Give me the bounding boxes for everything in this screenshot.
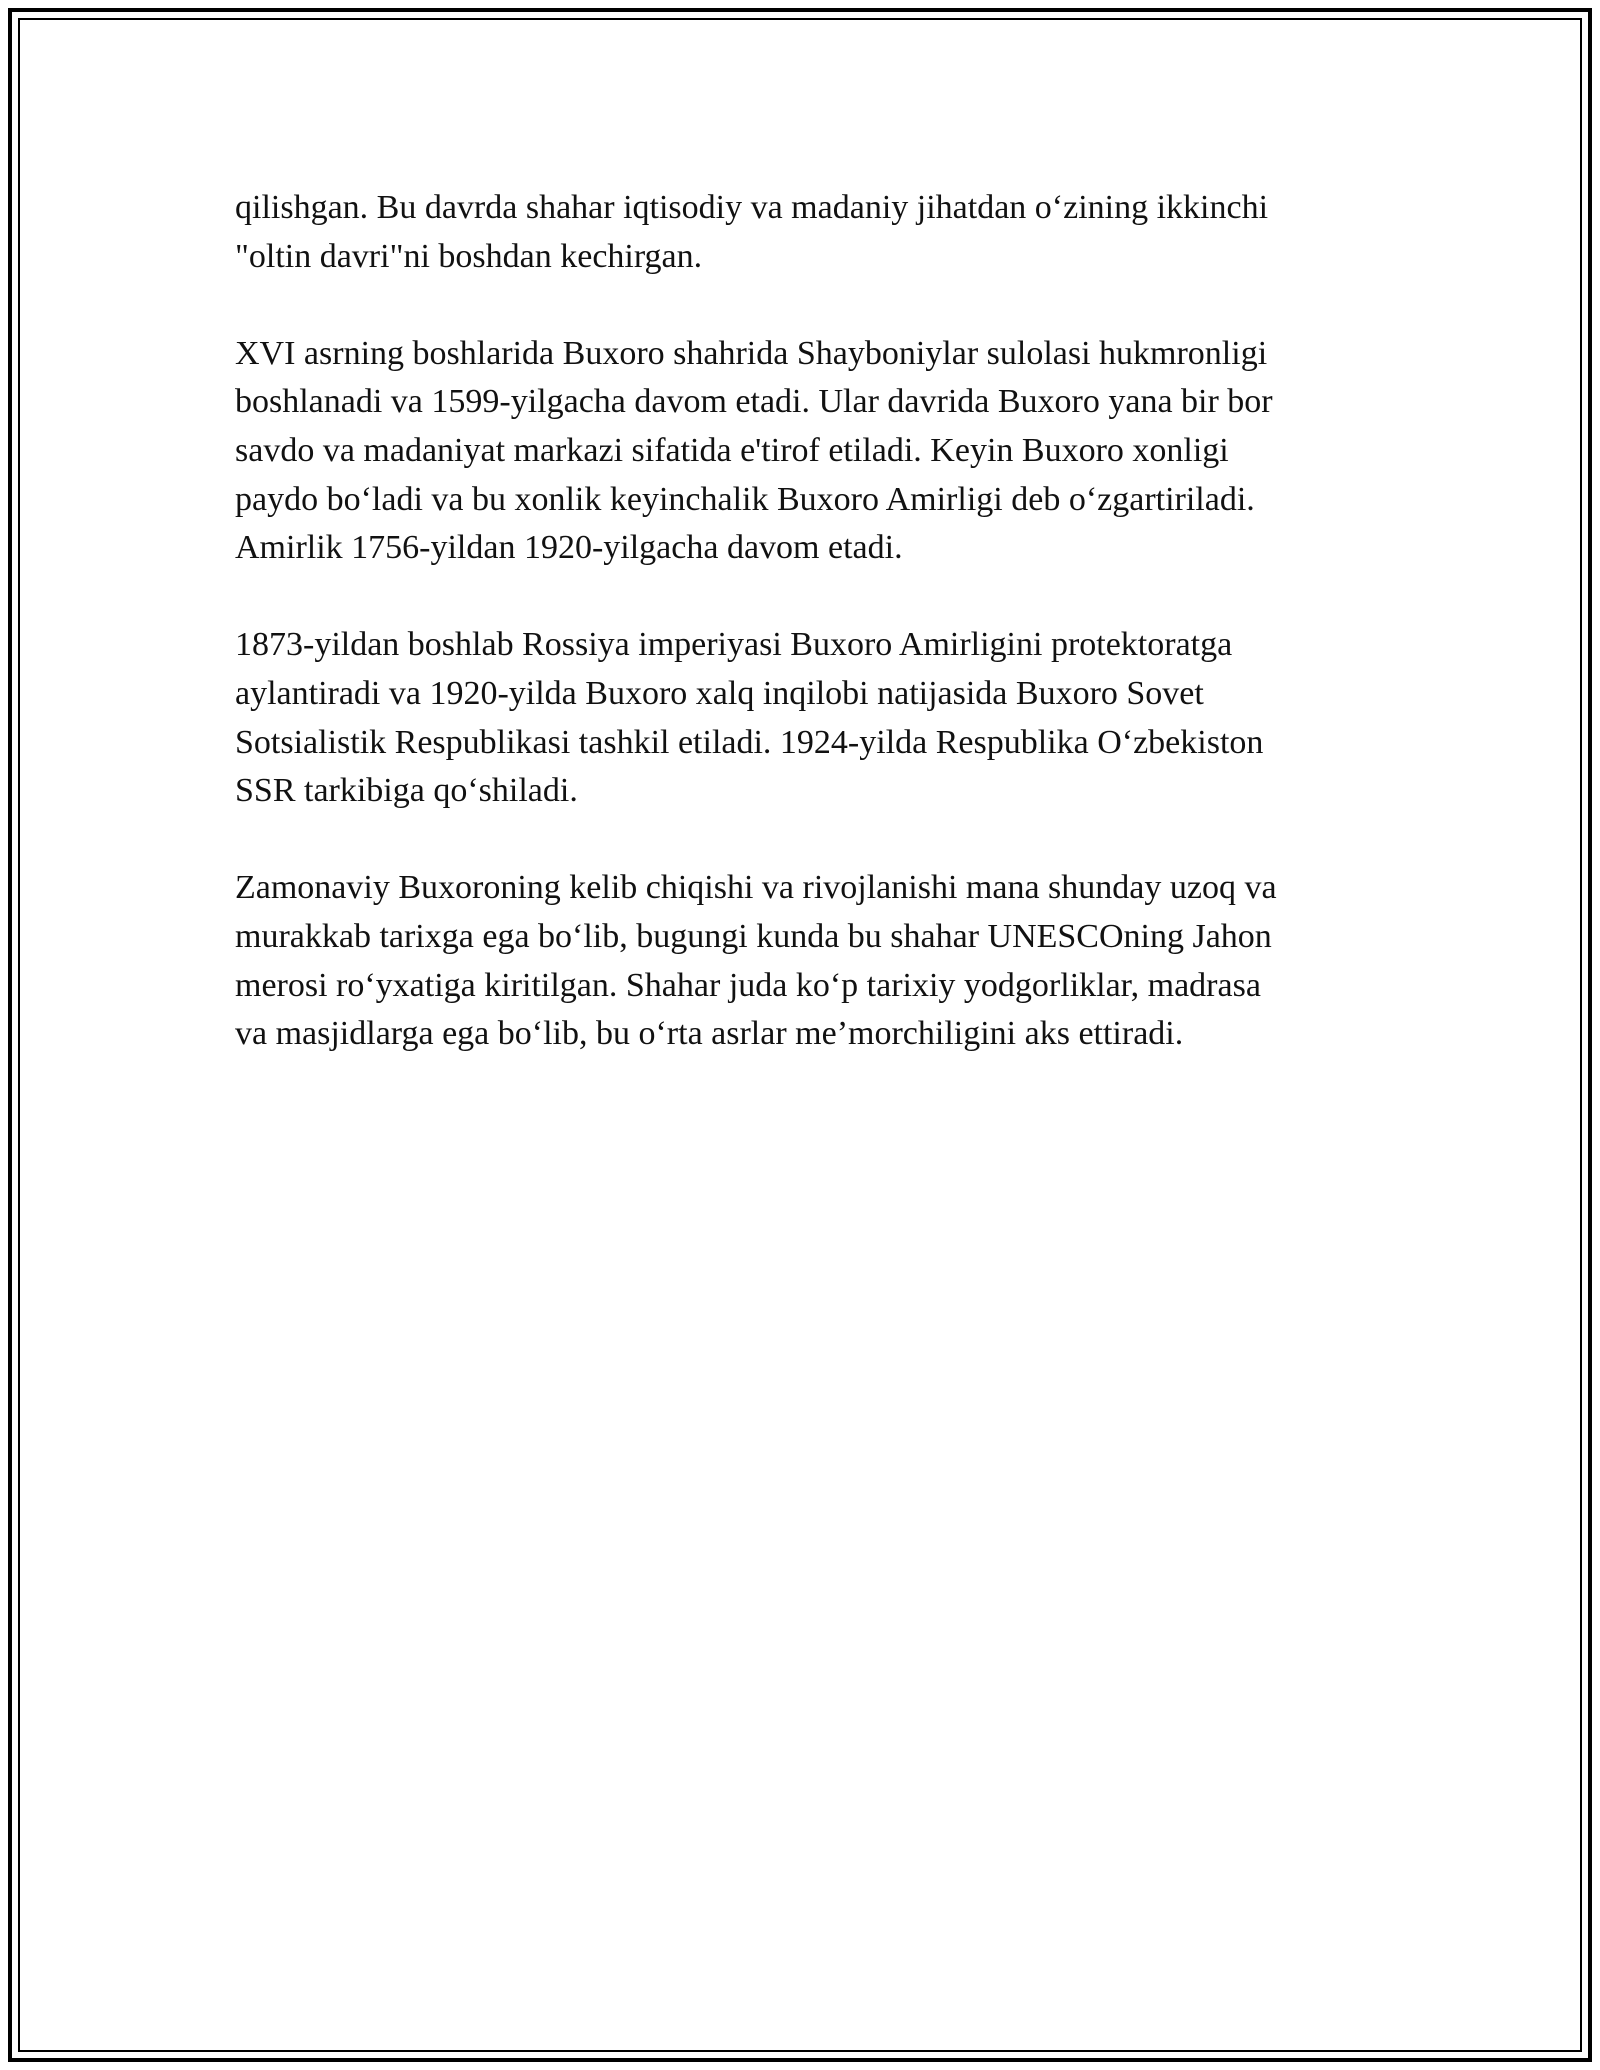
text-line: "oltin davri"ni boshdan kechirgan. [235,237,703,275]
text-line: qilishgan. Bu davrda shahar iqtisodiy va madaniy jihatdan o‘zining ikkinchi [235,189,1269,226]
text-line: va masjidlarga ega bo‘lib, bu o‘rta asrlar me’morchiligini aks ettiradi. [235,1015,1184,1053]
text-line: paydo bo‘ladi va bu xonlik keyinchalik Buxoro Amirligi deb o‘zgartiriladi. [235,480,1255,518]
text-line: boshlanadi va 1599-yilgacha davom etadi. Ular davrida Buxoro yana bir bor [235,383,1273,421]
text-line: 1873-yildan boshlab Rossiya imperiyasi Buxoro Amirligini protektoratga [235,626,1233,664]
text-line: aylantiradi va 1920-yilda Buxoro xalq inqilobi natijasida Buxoro Sovet [235,674,1204,712]
text-line: Zamonaviy Buxoroning kelib chiqishi va rivojlanishi mana shunday uzoq va [235,869,1277,907]
text-line: XVI asrning boshlarida Buxoro shahrida Shayboniylar sulolasi hukmronligi [235,334,1268,372]
paragraph-russian-protectorate [235,621,1365,815]
text-line: merosi ro‘yxatiga kiritilgan. Shahar juda ko‘p tarixiy yodgorliklar, madrasa [235,966,1261,1004]
document-body [235,184,1365,1107]
paragraph-modern-bukhara [235,864,1365,1058]
text-line: murakkab tarixga ega bo‘lib, bugungi kunda bu shahar UNESCOning Jahon [235,917,1272,955]
text-line: Amirlik 1756-yildan 1920-yilgacha davom etadi. [235,529,903,567]
paragraph-shaybanids [235,330,1365,573]
text-line: savdo va madaniyat markazi sifatida e'tirof etiladi. Keyin Buxoro xonligi [235,431,1229,469]
text-line: Sotsialistik Respublikasi tashkil etiladi. 1924-yilda Respublika O‘zbekiston [235,723,1264,761]
text-line: SSR tarkibiga qo‘shiladi. [235,772,578,810]
paragraph-golden-era [235,184,1365,281]
